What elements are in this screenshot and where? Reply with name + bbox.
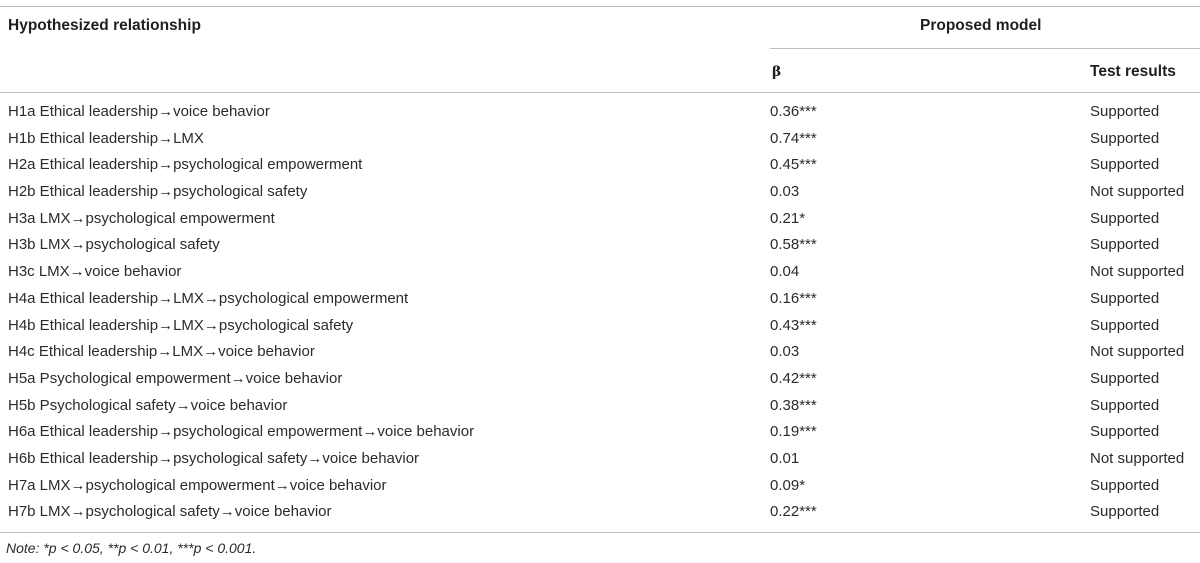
result-cell: Supported (1090, 103, 1160, 120)
beta-cell: 0.45*** (770, 156, 817, 174)
table-row (0, 179, 1200, 206)
table-row (0, 473, 1200, 500)
result-cell: Not supported (1090, 449, 1185, 467)
header-test-results: Test results (1090, 63, 1176, 80)
relationship-cell: H5a Psychological empowerment→voice behavior (8, 369, 343, 387)
result-cell: Not supported (1090, 183, 1185, 201)
beta-cell: 0.36*** (770, 103, 817, 120)
result-cell: Not supported (1090, 263, 1185, 281)
relationship-cell: H7b LMX→psychological safety→voice behavior (8, 503, 332, 521)
result-cell: Supported (1090, 289, 1160, 307)
relationship-cell: H3b LMX→psychological safety (8, 236, 220, 254)
table-row (0, 366, 1200, 393)
relationship-cell: H3c LMX→voice behavior (8, 263, 182, 281)
subheader-rule (770, 48, 1200, 49)
beta-cell: 0.04 (770, 263, 800, 281)
beta-cell: 0.74*** (770, 129, 817, 147)
result-cell: Supported (1090, 369, 1160, 387)
table-row (0, 99, 1200, 126)
result-cell: Supported (1090, 156, 1160, 174)
table-row (0, 419, 1200, 446)
table-row (0, 152, 1200, 179)
table-row (0, 339, 1200, 366)
table-note: Note: *p < 0.05, **p < 0.01, ***p < 0.001. (6, 540, 257, 556)
relationship-cell: H1b Ethical leadership→LMX (8, 129, 204, 147)
beta-cell: 0.58*** (770, 236, 817, 254)
result-cell: Supported (1090, 503, 1160, 521)
beta-cell: 0.19*** (770, 423, 817, 441)
beta-cell: 0.38*** (770, 396, 817, 414)
table-row (0, 206, 1200, 233)
result-cell: Supported (1090, 423, 1160, 441)
relationship-cell: H2a Ethical leadership→psychological empowerment (8, 156, 363, 174)
header-hypothesized-relationship: Hypothesized relationship (8, 17, 201, 34)
result-cell: Supported (1090, 209, 1160, 227)
relationship-cell: H5b Psychological safety→voice behavior (8, 396, 288, 414)
beta-cell: 0.43*** (770, 316, 817, 334)
header-proposed-model: Proposed model (920, 17, 1042, 34)
relationship-cell: H6b Ethical leadership→psychological safety→voice behavior (8, 449, 420, 467)
beta-cell: 0.09* (770, 476, 806, 494)
beta-cell: 0.22*** (770, 503, 817, 521)
table-top-rule (0, 6, 1200, 7)
beta-cell: 0.01 (770, 449, 800, 467)
header-beta: β (772, 64, 782, 80)
table-row (0, 259, 1200, 286)
table-body (0, 99, 1200, 526)
header-bottom-rule (0, 92, 1200, 93)
result-cell: Supported (1090, 129, 1160, 147)
beta-cell: 0.42*** (770, 369, 817, 387)
beta-cell: 0.21* (770, 209, 806, 227)
result-cell: Not supported (1090, 343, 1185, 361)
table-row (0, 232, 1200, 259)
relationship-cell: H4a Ethical leadership→LMX→psychological empowerment (8, 289, 409, 307)
beta-cell: 0.16*** (770, 289, 817, 307)
relationship-cell: H4c Ethical leadership→LMX→voice behavior (8, 343, 315, 361)
table-row (0, 313, 1200, 340)
result-cell: Supported (1090, 316, 1160, 334)
result-cell: Supported (1090, 396, 1160, 414)
result-cell: Supported (1090, 236, 1160, 254)
table-row (0, 286, 1200, 313)
relationship-cell: H2b Ethical leadership→psychological safety (8, 183, 308, 201)
table-bottom-rule (0, 532, 1200, 533)
table-row (0, 126, 1200, 153)
table-row (0, 499, 1200, 526)
relationship-cell: H4b Ethical leadership→LMX→psychological safety (8, 316, 354, 334)
result-cell: Supported (1090, 476, 1160, 494)
relationship-cell: H7a LMX→psychological empowerment→voice behavior (8, 476, 387, 494)
beta-cell: 0.03 (770, 343, 800, 361)
table-row (0, 446, 1200, 473)
table-row (0, 393, 1200, 420)
relationship-cell: H1a Ethical leadership→voice behavior (8, 103, 270, 120)
relationship-cell: H3a LMX→psychological empowerment (8, 209, 275, 227)
beta-cell: 0.03 (770, 183, 800, 201)
relationship-cell: H6a Ethical leadership→psychological empowerment→voice behavior (8, 423, 475, 441)
